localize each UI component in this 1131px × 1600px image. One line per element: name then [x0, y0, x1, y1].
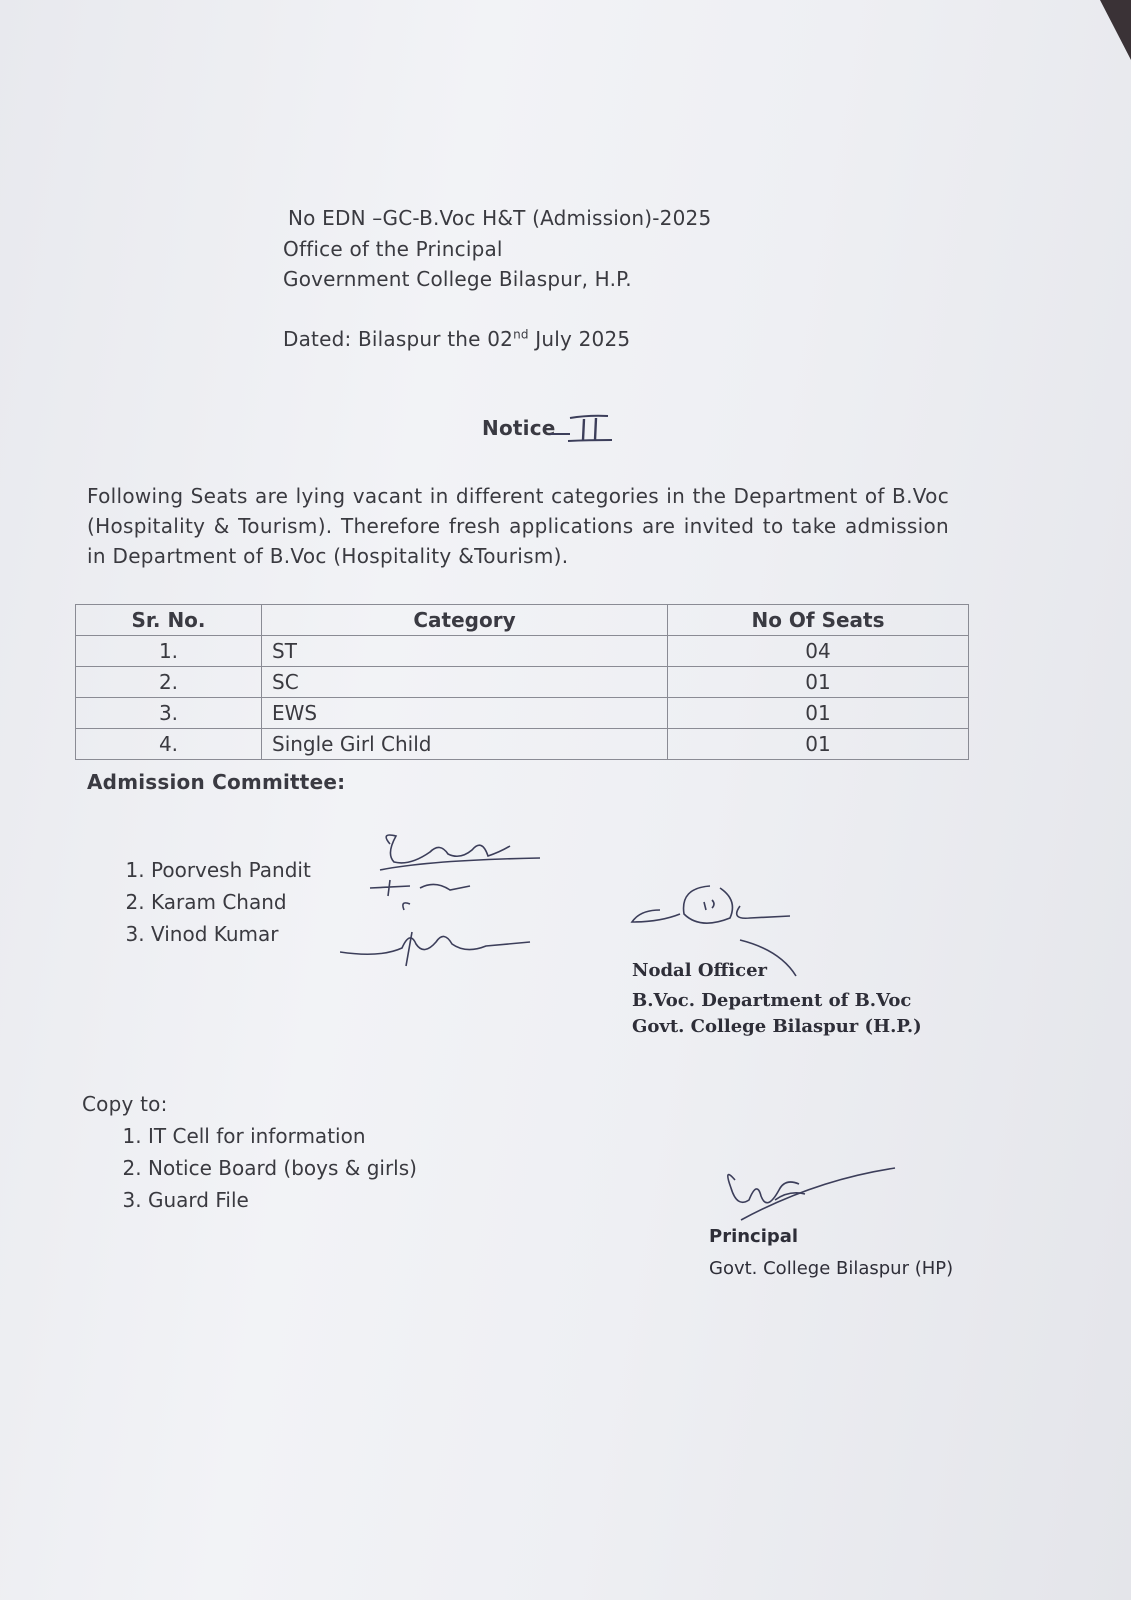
cell-seats: 04: [668, 636, 969, 667]
cell-category: ST: [262, 636, 668, 667]
copy-to-title: Copy to:: [82, 1092, 168, 1116]
handwritten-notice-number: [548, 410, 618, 450]
college-name: Government College Bilaspur, H.P.: [283, 267, 632, 291]
cell-category: Single Girl Child: [262, 729, 668, 760]
notice-title-text: Notice: [482, 416, 556, 440]
cell-seats: 01: [668, 667, 969, 698]
committee-signatures: [340, 830, 550, 980]
copy-to-list: [112, 1120, 417, 1216]
office-name: Office of the Principal: [283, 237, 503, 261]
copy-to-item: 3. Guard File: [148, 1184, 417, 1216]
notice-body: Following Seats are lying vacant in different categories in the Department of B.Voc (Hospitality & Tourism). Therefore fresh applications are invited to take admission in Department of B.Voc (Hospitality &Tourism).: [87, 484, 949, 568]
col-header-category: Category: [262, 605, 668, 636]
table-row: [76, 636, 969, 667]
nodal-officer-title: Nodal Officer: [632, 960, 767, 981]
nodal-officer-dept: B.Voc. Department of B.Voc: [632, 990, 912, 1011]
committee-member: 1. Poorvesh Pandit: [151, 854, 311, 886]
cell-category: SC: [262, 667, 668, 698]
cell-sr-no: 2.: [76, 667, 262, 698]
table-header-row: [76, 605, 969, 636]
reference-number: No EDN –GC-B.Voc H&T (Admission)-2025: [288, 206, 712, 230]
nodal-officer-college: Govt. College Bilaspur (H.P.): [632, 1016, 922, 1037]
principal-title: Principal: [709, 1226, 799, 1247]
cell-category: EWS: [262, 698, 668, 729]
date-month-year: July 2025: [528, 327, 631, 351]
committee-list: [115, 854, 311, 950]
copy-to-item: 1. IT Cell for information: [148, 1120, 417, 1152]
committee-title: Admission Committee:: [87, 770, 346, 794]
col-header-sr-no: Sr. No.: [76, 605, 262, 636]
table-row: [76, 667, 969, 698]
cell-sr-no: 3.: [76, 698, 262, 729]
table-row: [76, 729, 969, 760]
principal-college: Govt. College Bilaspur (HP): [709, 1258, 954, 1279]
cell-sr-no: 1.: [76, 636, 262, 667]
cell-seats: 01: [668, 698, 969, 729]
cell-sr-no: 4.: [76, 729, 262, 760]
date-line: [283, 327, 630, 351]
committee-member: 3. Vinod Kumar: [151, 918, 311, 950]
committee-member: 2. Karam Chand: [151, 886, 311, 918]
date-prefix: Dated: Bilaspur the 02: [283, 327, 514, 351]
table-row: [76, 698, 969, 729]
vacant-seats-table: [75, 604, 969, 760]
cell-seats: 01: [668, 729, 969, 760]
col-header-seats: No Of Seats: [668, 605, 969, 636]
notice-title: [482, 416, 556, 440]
date-suffix-sup: nd: [513, 327, 529, 342]
copy-to-item: 2. Notice Board (boys & girls): [148, 1152, 417, 1184]
